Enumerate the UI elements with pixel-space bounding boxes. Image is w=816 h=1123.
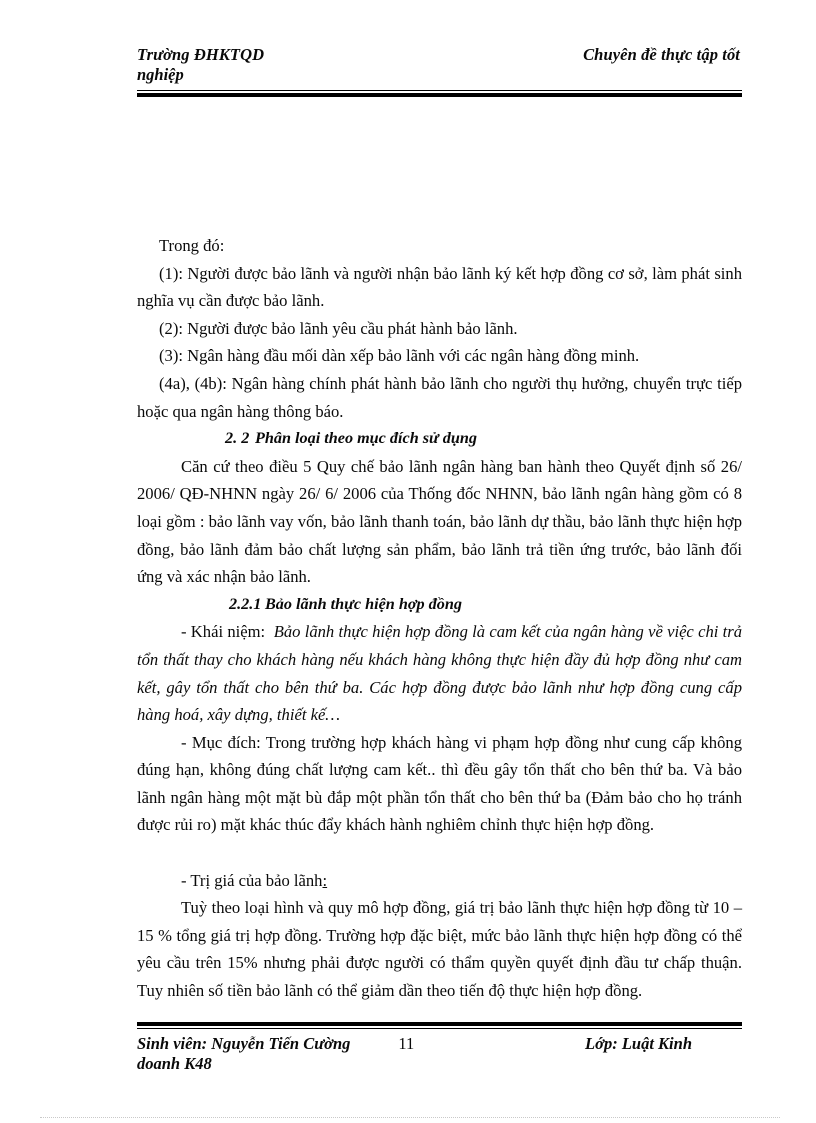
heading-section-2-2-1-number: 2.2.1 [229, 594, 262, 613]
footer-student-name: Sinh viên: Nguyễn Tiến Cường [137, 1034, 351, 1053]
page-footer-row [137, 1033, 742, 1055]
intro-label: Trong đó: [159, 236, 225, 255]
paragraph-khai-niem [137, 618, 742, 728]
label-tri-gia [137, 867, 742, 895]
heading-section-2-2-1 [137, 591, 742, 619]
list-item: (1): Người được bảo lãnh và người nhận bảo lãnh ký kết hợp đồng cơ sở, làm phát sinh nghĩa vụ cần được bảo lãnh. [137, 263, 742, 311]
paragraph-section-2-2: Căn cứ theo điều 5 Quy chế bảo lãnh ngân hàng ban hành theo Quyết định số 26/ 2006/ QĐ-NHNN ngày 26/ 6/ 2006 của Thống đốc NHNN, bảo lãnh ngân hàng gồm có 8 loại gồm : bảo lãnh vay vốn, bảo lãnh thanh toán, bảo lãnh dự thầu, bảo lãnh thực hiện hợp đồng, bảo lãnh đảm bảo chất lượng sản phẩm, bảo lãnh trả tiền ứng trước, bảo lãnh đối ứng và xác nhận bảo lãnh. [137, 456, 742, 587]
list-item: (4a), (4b): Ngân hàng chính phát hành bảo lãnh cho người thụ hưởng, chuyển trực tiếp hoặc qua ngân hàng thông báo. [137, 373, 742, 421]
footer-divider-rule [137, 1022, 742, 1029]
khai-niem-label: - Khái niệm: [181, 622, 266, 642]
heading-section-2-2-1-title: Bảo lãnh thực hiện hợp đồng [265, 594, 462, 613]
list-item: (3): Ngân hàng đầu mối dàn xếp bảo lãnh với các ngân hàng đồng minh. [159, 346, 640, 366]
heading-section-2-2-number: 2. 2 [225, 429, 250, 448]
page-footer [137, 1033, 742, 1075]
tri-gia-label-text: - Trị giá của bảo lãnh [181, 870, 323, 890]
page-number: 11 [398, 1034, 415, 1053]
paragraph-tri-gia: Tuỳ theo loại hình và quy mô hợp đồng, giá trị bảo lãnh thực hiện hợp đồng từ 10 – 15 % tổng giá trị hợp đồng. Trường hợp đặc biệt, mức bảo lãnh thực hiện hợp đồng có thể yêu cầu trên 15% nhưng phải được người có thẩm quyền quyết định đầu tư chấp thuận. Tuy nhiên số tiền bảo lãnh có thể giảm dần theo tiến độ thực hiện hợp đồng. [137, 898, 742, 1001]
header-divider-rule [137, 90, 742, 97]
header-right-title: Chuyên đề thực tập tốt [583, 45, 740, 64]
header-left-title-continued: nghiệp [137, 64, 184, 84]
heading-section-2-2 [137, 425, 742, 453]
scan-edge-artifact [40, 1117, 780, 1119]
paragraph-muc-dich: - Mục đích: Trong trường hợp khách hàng vi phạm hợp đồng như cung cấp không đúng hạn, không đúng chất lượng cam kết.. thì đều gây tổn thất cho bên thứ ba. Và bảo lãnh ngân hàng một mặt bù đắp một phần tổn thất cho bên thứ ba (Đảm bảo cho họ tránh được rủi ro) mặt khác thúc đẩy khách hành nghiêm chỉnh thực hiện hợp đồng. [137, 732, 742, 835]
footer-class-label-continued: doanh K48 [137, 1053, 212, 1073]
document-body [137, 232, 742, 1005]
khai-niem-text: Bảo lãnh thực hiện hợp đồng là cam kết của ngân hàng về việc chi trả tổn thất thay cho khách hàng nếu khách hàng không thực hiện đầy đủ hợp đồng như cam kết, gây tổn thất cho bên thứ ba. Các hợp đồng được bảo lãnh như hợp đồng cung cấp hàng hoá, xây dựng, thiết kế… [137, 622, 743, 725]
page-header [137, 44, 742, 86]
header-left-title: Trường ĐHKTQD [137, 45, 265, 64]
paragraph-spacer [137, 839, 742, 867]
footer-class-label: Lớp: Luật Kinh [585, 1034, 692, 1053]
page-header-row [137, 44, 742, 66]
tri-gia-label-colon: : [322, 870, 328, 890]
list-item: (2): Người được bảo lãnh yêu cầu phát hành bảo lãnh. [159, 318, 518, 338]
heading-section-2-2-title: Phân loại theo mục đích sử dụng [255, 429, 477, 448]
